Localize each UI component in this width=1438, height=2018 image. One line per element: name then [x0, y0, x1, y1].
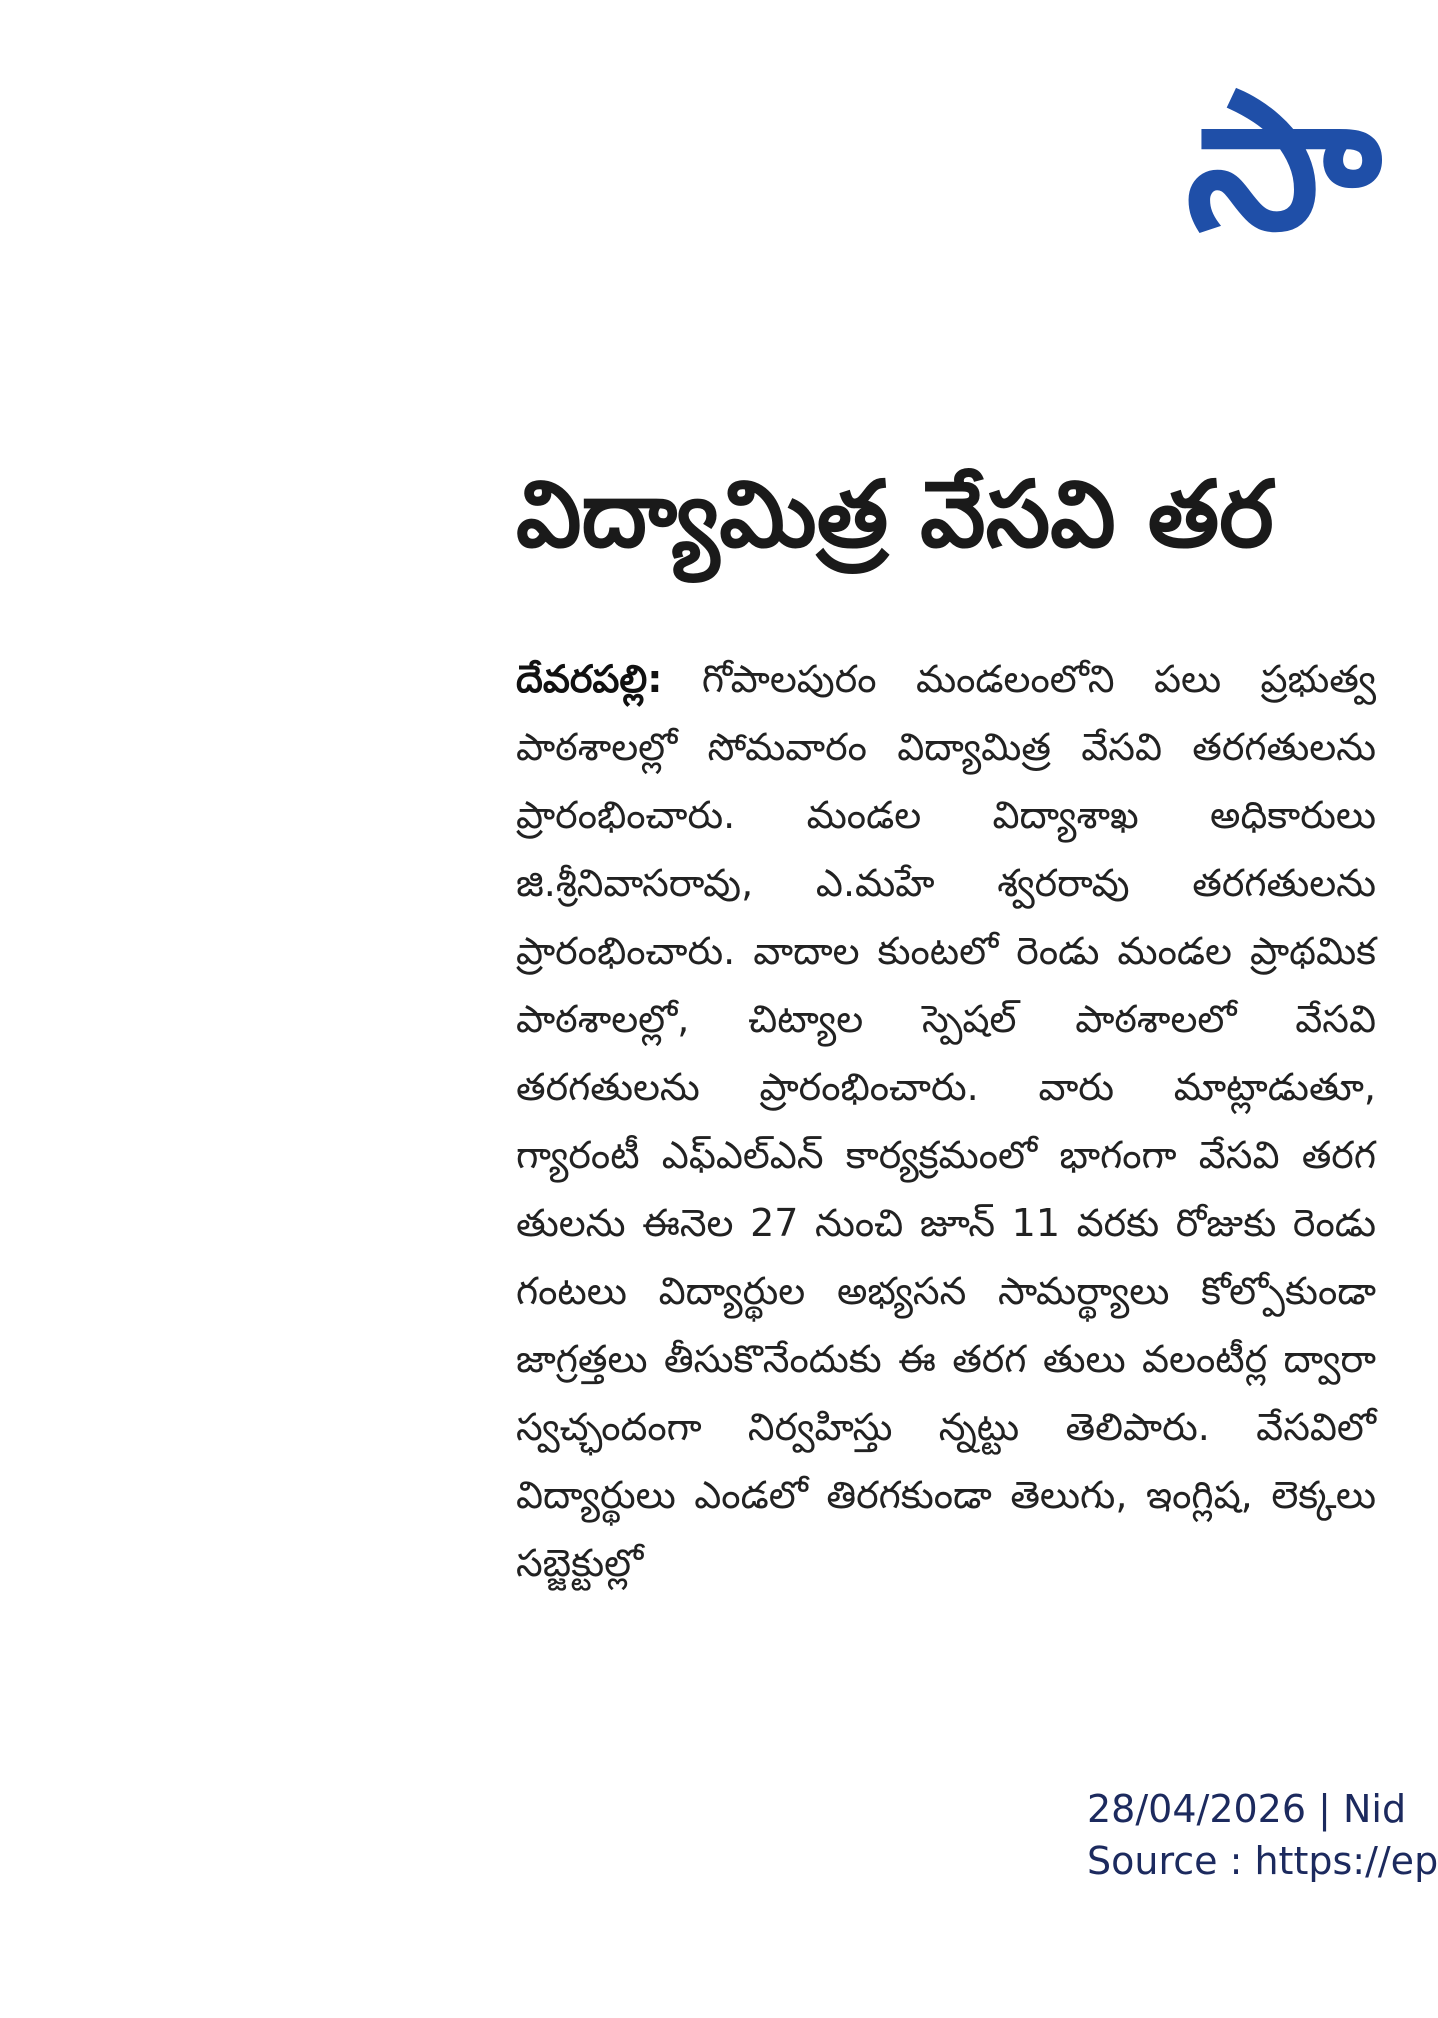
- article-body: [516, 645, 1376, 1597]
- article-dateline: దేవరపల్లి:: [516, 657, 663, 701]
- footer-date-publication: 28/04/2026 | Nid: [1087, 1787, 1407, 1831]
- article-headline: విద్యామిత్ర వేసవి తర: [516, 461, 1274, 568]
- masthead-logo-text: సా: [1186, 51, 1376, 272]
- newspaper-masthead-logo: [1180, 51, 1428, 272]
- news-article: [516, 455, 1428, 1585]
- clipping-footer: [1087, 1783, 1438, 1887]
- article-body-text: గోపాలపురం మండలంలోని పలు ప్రభుత్వ పాఠశాలల్లో సోమవారం విద్యామిత్ర వేసవి తరగతులను ప్రారంభించారు. మండల విద్యాశాఖ అధికారులు జి.శ్రీనివాసరావు, ఎ.మహే శ్వరరావు తరగతులను ప్రారంభించారు. వాదాల కుంటలో రెండు మండల ప్రాథమిక పాఠశాలల్లో, చిట్యాల స్పెషల్ పాఠశాలలో వేసవి తరగతులను ప్రారంభించారు. వారు మాట్లాడుతూ, గ్యారంటీ ఎఫ్ఎల్ఎన్ కార్యక్రమంలో భాగంగా వేసవి తరగ తులను ఈనెల 27 నుంచి జూన్ 11 వరకు రోజుకు రెండు గంటలు విద్యార్థుల అభ్యసన సామర్థ్యాలు కోల్పోకుండా జాగ్రత్తలు తీసుకొనేందుకు ఈ తరగ తులు వలంటీర్ల ద్వారా స్వచ్ఛందంగా నిర్వహిస్తు న్నట్టు తెలిపారు. వేసవిలో విద్యార్థులు ఎండలో తిరగకుండా తెలుగు, ఇంగ్లిష, లెక్కలు సబ్జెక్టుల్లో: [516, 657, 1376, 1585]
- footer-source-link[interactable]: Source : https://ep: [1087, 1839, 1438, 1883]
